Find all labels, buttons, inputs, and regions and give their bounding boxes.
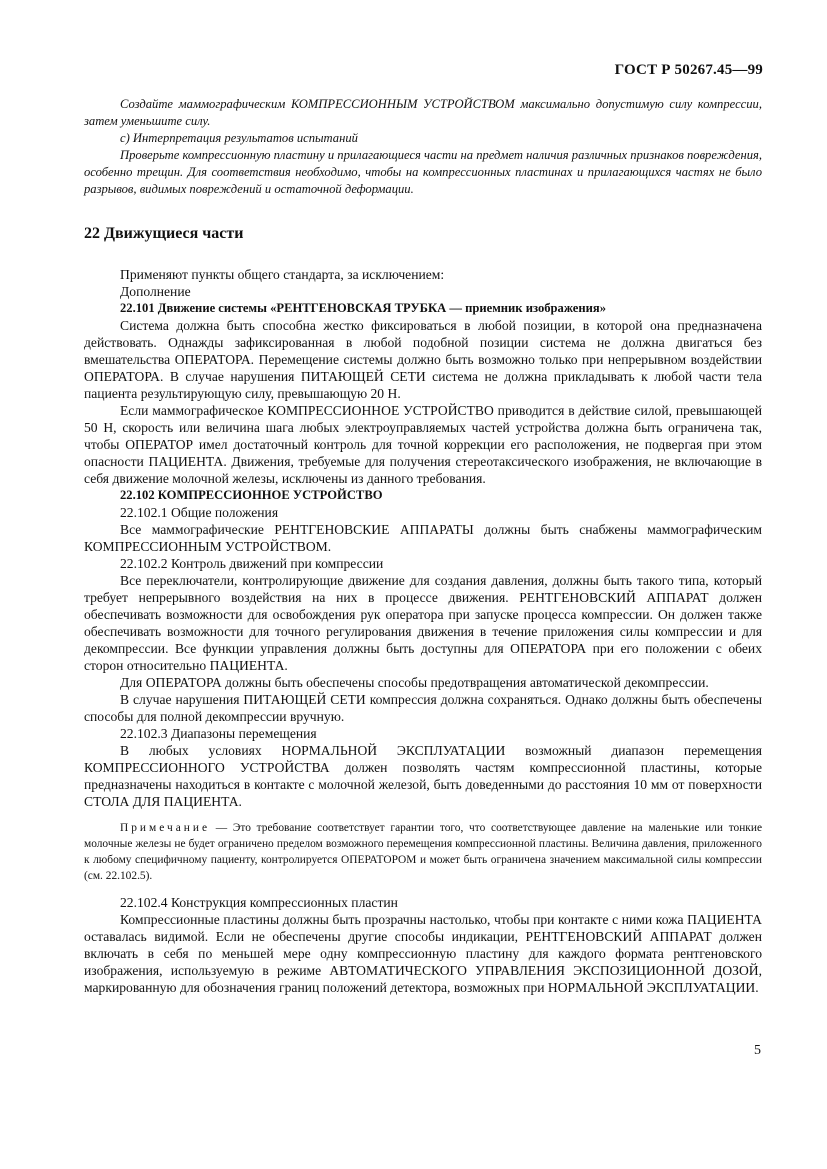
page-number: 5 xyxy=(754,1043,761,1058)
paragraph: В случае нарушения ПИТАЮЩЕЙ СЕТИ компрессия должна сохраняться. Однако должны быть обеспечены способы для полной декомпрессии вручную. xyxy=(84,692,762,724)
section-title: 22 Движущиеся части xyxy=(84,225,244,242)
paragraph: Все маммографические РЕНТГЕНОВСКИЕ АППАРАТЫ должны быть снабжены маммографическим КОМПРЕССИОННЫМ УСТРОЙСТВОМ. xyxy=(84,522,762,554)
subsection-heading: 22.102.3 Диапазоны перемещения xyxy=(120,726,317,741)
paragraph: Система должна быть способна жестко фиксироваться в любой позиции, в которой она предназначена действовать. Однажды зафиксированная в любой подобной позиции система не должна двигаться без вмешательства ОПЕРАТОРА. Перемещение системы должно быть возможно только при непрерывном воздействии ОПЕРАТОРА. В случае нарушения ПИТАЮЩЕЙ СЕТИ система не должна прикладывать к любой части тела пациента результирующую силу, превышающую 20 Н. xyxy=(84,318,762,401)
paragraph: Для ОПЕРАТОРА должны быть обеспечены способы предотвращения автоматической декомпрессии. xyxy=(120,675,709,690)
page-body xyxy=(84,96,762,996)
intro-paragraph: Проверьте компрессионную пластину и прилагающиеся части на предмет наличия различных признаков повреждения, особенно трещин. Для соответствия необходимо, чтобы на компрессионных пластинах и прилагающихся частях не было разрывов, видимых повреждений и остаточной деформации. xyxy=(84,148,762,196)
subsection-heading: 22.102.4 Конструкция компрессионных пластин xyxy=(120,895,398,910)
paragraph: Применяют пункты общего стандарта, за исключением: xyxy=(120,267,445,282)
subsection-heading: 22.102.2 Контроль движений при компрессии xyxy=(120,556,384,571)
note-text: — Это требование соответствует гарантии того, что соответствующее давление на маленькие или тонкие молочные железы не будет ограничено пределом возможного перемещения компрессионной пластины. Величина давления, приложенного к любому специфичному пациенту, контролируется ОПЕРАТОРОМ и может быть ограничена значением максимальной силы компрессии (см. 22.102.5). xyxy=(84,822,762,882)
paragraph: В любых условиях НОРМАЛЬНОЙ ЭКСПЛУАТАЦИИ возможный диапазон перемещения КОМПРЕССИОННОГО УСТРОЙСТВА должен позволять частям компрессионной пластины, которые предназначены находиться в контакте с молочной железой, быть доведенными до расстояния 10 мм от поверхности СТОЛА ДЛЯ ПАЦИЕНТА. xyxy=(84,743,762,809)
intro-paragraph: Создайте маммографическим КОМПРЕССИОННЫМ УСТРОЙСТВОМ максимально допустимую силу компрессии, затем уменьшите силу. xyxy=(84,97,762,128)
subsection-heading: 22.102 КОМПРЕССИОННОЕ УСТРОЙСТВО xyxy=(120,488,383,502)
paragraph: Компрессионные пластины должны быть прозрачны настолько, чтобы при контакте с ними кожа ПАЦИЕНТА оставалась видимой. Если не обеспечены другие способы индикации, РЕНТГЕНОВСКИЙ АППАРАТ должен включать в себя по меньшей мере одну компрессионную пластину для каждого формата рентгеновского изображения, используемую в режиме АВТОМАТИЧЕСКОГО УПРАВЛЕНИЯ ЭКСПОЗИЦИОННОЙ ДОЗОЙ, маркированную для обозначения границ положений детектора, возможных при НОРМАЛЬНОЙ ЭКСПЛУАТАЦИИ. xyxy=(84,912,762,995)
subsection-heading: 22.101 Движение системы «РЕНТГЕНОВСКАЯ ТРУБКА — приемник изображения» xyxy=(120,301,607,315)
paragraph: Все переключатели, контролирующие движение для создания давления, должны быть такого типа, который требует непрерывного воздействия на них в процессе движения. РЕНТГЕНОВСКИЙ АППАРАТ должен обеспечивать возможности для освобождения рук оператора при запуске процесса компрессии. Он должен также обеспечивать возможности для точного регулирования движения в течение приложения силы компрессии и для декомпрессии. Все функции управления должны быть доступны для ОПЕРАТОРА при его положении с обеих сторон относительно ПАЦИЕНТА. xyxy=(84,573,762,673)
subsection-heading: 22.102.1 Общие положения xyxy=(120,505,279,520)
note-paragraph xyxy=(84,820,762,884)
paragraph: Если маммографическое КОМПРЕССИОННОЕ УСТРОЙСТВО приводится в действие силой, превышающей 50 Н, скорость или величина шага любых электроуправляемых частей устройства должна быть ограничена так, чтобы ОПЕРАТОР имел достаточный контроль для точной коррекции его расположения, не подвергая при этом опасности ПАЦИЕНТА. Движения, требуемые для получения стереотаксического изображения, не включающие в себя движение молочной железы, исключены из данного требования. xyxy=(84,403,762,486)
intro-subheading: с) Интерпретация результатов испытаний xyxy=(120,131,358,145)
paragraph: Дополнение xyxy=(120,284,191,299)
note-label: Примечание xyxy=(120,822,211,834)
standard-number: ГОСТ Р 50267.45—99 xyxy=(614,62,763,78)
